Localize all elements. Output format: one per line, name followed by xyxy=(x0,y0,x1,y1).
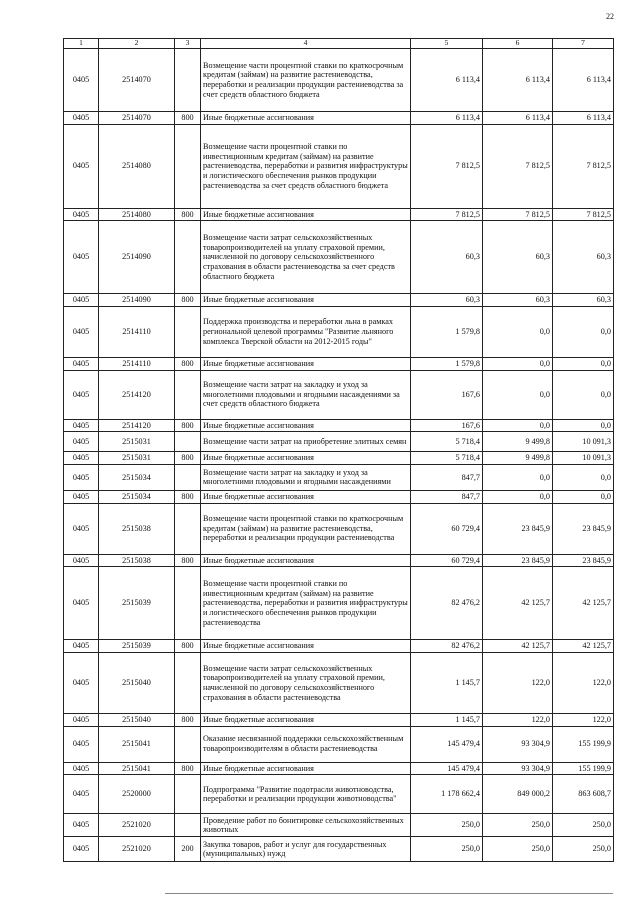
target-article-cell: 2514120 xyxy=(99,419,175,432)
section-code-cell: 0405 xyxy=(64,762,99,775)
amount-year1-cell: 1 579,8 xyxy=(411,357,483,370)
amount-year2-cell: 250,0 xyxy=(483,837,553,862)
amount-year1-cell: 7 812,5 xyxy=(411,208,483,221)
expense-type-cell xyxy=(175,370,201,419)
header-row xyxy=(64,39,614,49)
item-name-cell: Возмещение части процентной ставки по инвестиционным кредитам (займам) на развитие растениеводства, переработки и развития инфраструктуры и логистического обеспечения рынков продукции растениеводства за счет средств областного бюджета xyxy=(201,124,411,208)
amount-year1-cell: 60,3 xyxy=(411,294,483,307)
section-code-cell: 0405 xyxy=(64,294,99,307)
amount-year3-cell: 60,3 xyxy=(553,294,614,307)
item-name-cell: Закупка товаров, работ и услуг для государственных (муниципальных) нужд xyxy=(201,837,411,862)
amount-year3-cell: 6 113,4 xyxy=(553,111,614,124)
amount-year2-cell: 7 812,5 xyxy=(483,124,553,208)
expense-type-cell: 800 xyxy=(175,762,201,775)
section-code-cell: 0405 xyxy=(64,713,99,726)
target-article-cell: 2520000 xyxy=(99,775,175,814)
item-name-cell: Возмещение части затрат сельскохозяйственных товаропроизводителей на уплату страховой премии, начисленной по договору сельскохозяйственного страхования в области растениеводства за счет средств областного бюджета xyxy=(201,221,411,294)
amount-year2-cell: 23 845,9 xyxy=(483,554,553,567)
amount-year3-cell: 10 091,3 xyxy=(553,432,614,452)
amount-year1-cell: 250,0 xyxy=(411,814,483,837)
item-name-cell: Иные бюджетные ассигнования xyxy=(201,111,411,124)
amount-year1-cell: 167,6 xyxy=(411,419,483,432)
expense-type-cell xyxy=(175,814,201,837)
item-name-cell: Возмещение части затрат на приобретение элитных семян xyxy=(201,432,411,452)
table-row xyxy=(64,503,614,554)
expense-type-cell xyxy=(175,775,201,814)
item-name-cell: Оказание несвязанной поддержки сельскохозяйственным товаропроизводителям в области растениеводства xyxy=(201,726,411,762)
amount-year3-cell: 155 199,9 xyxy=(553,726,614,762)
amount-year2-cell: 42 125,7 xyxy=(483,567,553,640)
amount-year2-cell: 122,0 xyxy=(483,652,553,713)
amount-year2-cell: 6 113,4 xyxy=(483,48,553,111)
amount-year3-cell: 23 845,9 xyxy=(553,554,614,567)
section-code-cell: 0405 xyxy=(64,640,99,653)
amount-year2-cell: 122,0 xyxy=(483,713,553,726)
target-article-cell: 2521020 xyxy=(99,837,175,862)
section-code-cell: 0405 xyxy=(64,208,99,221)
table-row xyxy=(64,357,614,370)
amount-year3-cell: 122,0 xyxy=(553,652,614,713)
table-row xyxy=(64,726,614,762)
table-row xyxy=(64,452,614,465)
expense-type-cell: 800 xyxy=(175,490,201,503)
section-code-cell: 0405 xyxy=(64,503,99,554)
header-cell: 1 xyxy=(64,39,99,49)
table-row xyxy=(64,713,614,726)
item-name-cell: Возмещение части процентной ставки по краткосрочным кредитам (займам) на развитие растениеводства, переработки и реализации продукции растениеводства за счет средств областного бюджета xyxy=(201,48,411,111)
expense-type-cell xyxy=(175,48,201,111)
target-article-cell: 2514110 xyxy=(99,306,175,357)
page-bottom-rule xyxy=(165,893,613,894)
amount-year3-cell: 42 125,7 xyxy=(553,567,614,640)
item-name-cell: Иные бюджетные ассигнования xyxy=(201,419,411,432)
amount-year3-cell: 6 113,4 xyxy=(553,48,614,111)
section-code-cell: 0405 xyxy=(64,814,99,837)
amount-year3-cell: 7 812,5 xyxy=(553,208,614,221)
amount-year2-cell: 60,3 xyxy=(483,294,553,307)
target-article-cell: 2515034 xyxy=(99,464,175,490)
header-cell: 5 xyxy=(411,39,483,49)
amount-year2-cell: 0,0 xyxy=(483,490,553,503)
expense-type-cell: 200 xyxy=(175,837,201,862)
section-code-cell: 0405 xyxy=(64,567,99,640)
amount-year1-cell: 1 145,7 xyxy=(411,713,483,726)
amount-year2-cell: 0,0 xyxy=(483,464,553,490)
table-row xyxy=(64,432,614,452)
target-article-cell: 2515034 xyxy=(99,490,175,503)
table-row xyxy=(64,567,614,640)
target-article-cell: 2514080 xyxy=(99,208,175,221)
item-name-cell: Возмещение части процентной ставки по инвестиционным кредитам (займам) на развитие растениеводства, переработки и развития инфраструктуры и логистического обеспечения рынков продукции растениеводства xyxy=(201,567,411,640)
amount-year3-cell: 250,0 xyxy=(553,837,614,862)
table-row xyxy=(64,419,614,432)
target-article-cell: 2514090 xyxy=(99,221,175,294)
amount-year2-cell: 9 499,8 xyxy=(483,452,553,465)
expense-type-cell: 800 xyxy=(175,640,201,653)
expense-type-cell xyxy=(175,567,201,640)
expense-type-cell xyxy=(175,652,201,713)
item-name-cell: Возмещение части затрат сельскохозяйственных товаропроизводителей на уплату страховой премии, начисленной по договору сельскохозяйственного страхования в области растениеводства xyxy=(201,652,411,713)
amount-year1-cell: 7 812,5 xyxy=(411,124,483,208)
amount-year3-cell: 0,0 xyxy=(553,490,614,503)
amount-year2-cell: 23 845,9 xyxy=(483,503,553,554)
amount-year1-cell: 145 479,4 xyxy=(411,726,483,762)
item-name-cell: Иные бюджетные ассигнования xyxy=(201,452,411,465)
section-code-cell: 0405 xyxy=(64,221,99,294)
target-article-cell: 2515039 xyxy=(99,567,175,640)
table-row xyxy=(64,490,614,503)
target-article-cell: 2514070 xyxy=(99,48,175,111)
amount-year2-cell: 93 304,9 xyxy=(483,726,553,762)
header-cell: 6 xyxy=(483,39,553,49)
target-article-cell: 2515031 xyxy=(99,452,175,465)
item-name-cell: Иные бюджетные ассигнования xyxy=(201,208,411,221)
table-row xyxy=(64,814,614,837)
section-code-cell: 0405 xyxy=(64,726,99,762)
table-row xyxy=(64,464,614,490)
table-row xyxy=(64,124,614,208)
table-row xyxy=(64,48,614,111)
amount-year3-cell: 23 845,9 xyxy=(553,503,614,554)
amount-year1-cell: 1 178 662,4 xyxy=(411,775,483,814)
section-code-cell: 0405 xyxy=(64,652,99,713)
section-code-cell: 0405 xyxy=(64,370,99,419)
expense-type-cell: 800 xyxy=(175,452,201,465)
table-row xyxy=(64,775,614,814)
amount-year1-cell: 82 476,2 xyxy=(411,567,483,640)
table-row xyxy=(64,370,614,419)
amount-year1-cell: 6 113,4 xyxy=(411,111,483,124)
amount-year3-cell: 10 091,3 xyxy=(553,452,614,465)
expense-type-cell xyxy=(175,432,201,452)
amount-year3-cell: 42 125,7 xyxy=(553,640,614,653)
amount-year2-cell: 42 125,7 xyxy=(483,640,553,653)
amount-year3-cell: 7 812,5 xyxy=(553,124,614,208)
target-article-cell: 2515031 xyxy=(99,432,175,452)
page-number: 22 xyxy=(606,12,614,21)
amount-year3-cell: 863 608,7 xyxy=(553,775,614,814)
section-code-cell: 0405 xyxy=(64,124,99,208)
header-cell: 3 xyxy=(175,39,201,49)
expense-type-cell xyxy=(175,124,201,208)
item-name-cell: Подпрограмма "Развитие подотрасли животноводства, переработки и реализации продукции животноводства" xyxy=(201,775,411,814)
expense-type-cell xyxy=(175,464,201,490)
amount-year2-cell: 250,0 xyxy=(483,814,553,837)
section-code-cell: 0405 xyxy=(64,775,99,814)
table-row xyxy=(64,208,614,221)
section-code-cell: 0405 xyxy=(64,490,99,503)
amount-year1-cell: 847,7 xyxy=(411,490,483,503)
item-name-cell: Поддержка производства и переработки льна в рамках региональной целевой программы "Развитие льняного комплекса Тверской области на 2012-2015 годы" xyxy=(201,306,411,357)
expense-type-cell xyxy=(175,221,201,294)
amount-year1-cell: 82 476,2 xyxy=(411,640,483,653)
target-article-cell: 2515041 xyxy=(99,726,175,762)
header-cell: 4 xyxy=(201,39,411,49)
amount-year2-cell: 6 113,4 xyxy=(483,111,553,124)
target-article-cell: 2514110 xyxy=(99,357,175,370)
item-name-cell: Иные бюджетные ассигнования xyxy=(201,294,411,307)
section-code-cell: 0405 xyxy=(64,357,99,370)
item-name-cell: Возмещение части процентной ставки по краткосрочным кредитам (займам) на развитие растениеводства, переработки и реализации продукции растениеводства xyxy=(201,503,411,554)
amount-year3-cell: 0,0 xyxy=(553,357,614,370)
item-name-cell: Возмещение части затрат на закладку и уход за многолетними плодовыми и ягодными насаждениями xyxy=(201,464,411,490)
item-name-cell: Иные бюджетные ассигнования xyxy=(201,357,411,370)
amount-year2-cell: 849 000,2 xyxy=(483,775,553,814)
amount-year3-cell: 122,0 xyxy=(553,713,614,726)
table-row xyxy=(64,294,614,307)
amount-year1-cell: 60,3 xyxy=(411,221,483,294)
amount-year2-cell: 0,0 xyxy=(483,357,553,370)
amount-year1-cell: 60 729,4 xyxy=(411,503,483,554)
item-name-cell: Иные бюджетные ассигнования xyxy=(201,713,411,726)
section-code-cell: 0405 xyxy=(64,464,99,490)
item-name-cell: Иные бюджетные ассигнования xyxy=(201,640,411,653)
target-article-cell: 2515038 xyxy=(99,503,175,554)
amount-year3-cell: 0,0 xyxy=(553,306,614,357)
amount-year1-cell: 167,6 xyxy=(411,370,483,419)
table-row xyxy=(64,640,614,653)
amount-year1-cell: 5 718,4 xyxy=(411,452,483,465)
amount-year2-cell: 0,0 xyxy=(483,306,553,357)
section-code-cell: 0405 xyxy=(64,554,99,567)
amount-year1-cell: 1 145,7 xyxy=(411,652,483,713)
amount-year1-cell: 5 718,4 xyxy=(411,432,483,452)
item-name-cell: Иные бюджетные ассигнования xyxy=(201,554,411,567)
table-row xyxy=(64,111,614,124)
expense-type-cell: 800 xyxy=(175,111,201,124)
amount-year2-cell: 9 499,8 xyxy=(483,432,553,452)
expense-type-cell: 800 xyxy=(175,294,201,307)
section-code-cell: 0405 xyxy=(64,419,99,432)
target-article-cell: 2514090 xyxy=(99,294,175,307)
item-name-cell: Иные бюджетные ассигнования xyxy=(201,762,411,775)
header-cell: 2 xyxy=(99,39,175,49)
section-code-cell: 0405 xyxy=(64,432,99,452)
amount-year3-cell: 0,0 xyxy=(553,419,614,432)
amount-year3-cell: 155 199,9 xyxy=(553,762,614,775)
section-code-cell: 0405 xyxy=(64,837,99,862)
target-article-cell: 2515038 xyxy=(99,554,175,567)
amount-year3-cell: 0,0 xyxy=(553,370,614,419)
expense-type-cell xyxy=(175,503,201,554)
target-article-cell: 2515040 xyxy=(99,713,175,726)
amount-year3-cell: 250,0 xyxy=(553,814,614,837)
header-cell: 7 xyxy=(553,39,614,49)
amount-year2-cell: 60,3 xyxy=(483,221,553,294)
amount-year1-cell: 250,0 xyxy=(411,837,483,862)
section-code-cell: 0405 xyxy=(64,111,99,124)
amount-year2-cell: 0,0 xyxy=(483,419,553,432)
target-article-cell: 2515040 xyxy=(99,652,175,713)
section-code-cell: 0405 xyxy=(64,452,99,465)
target-article-cell: 2515039 xyxy=(99,640,175,653)
item-name-cell: Проведение работ по бонитировке сельскохозяйственных животных xyxy=(201,814,411,837)
target-article-cell: 2514120 xyxy=(99,370,175,419)
target-article-cell: 2514070 xyxy=(99,111,175,124)
target-article-cell: 2515041 xyxy=(99,762,175,775)
expense-type-cell: 800 xyxy=(175,419,201,432)
amount-year3-cell: 0,0 xyxy=(553,464,614,490)
item-name-cell: Иные бюджетные ассигнования xyxy=(201,490,411,503)
table-row xyxy=(64,554,614,567)
amount-year1-cell: 60 729,4 xyxy=(411,554,483,567)
table-body xyxy=(64,39,614,862)
expense-type-cell xyxy=(175,306,201,357)
amount-year1-cell: 6 113,4 xyxy=(411,48,483,111)
table-row xyxy=(64,837,614,862)
expense-type-cell: 800 xyxy=(175,554,201,567)
amount-year2-cell: 0,0 xyxy=(483,370,553,419)
expense-type-cell: 800 xyxy=(175,208,201,221)
amount-year3-cell: 60,3 xyxy=(553,221,614,294)
target-article-cell: 2514080 xyxy=(99,124,175,208)
expense-type-cell: 800 xyxy=(175,357,201,370)
table-row xyxy=(64,652,614,713)
section-code-cell: 0405 xyxy=(64,306,99,357)
table-row xyxy=(64,306,614,357)
target-article-cell: 2521020 xyxy=(99,814,175,837)
amount-year2-cell: 7 812,5 xyxy=(483,208,553,221)
item-name-cell: Возмещение части затрат на закладку и уход за многолетними плодовыми и ягодными насаждениями за счет средств областного бюджета xyxy=(201,370,411,419)
expense-type-cell: 800 xyxy=(175,713,201,726)
expense-type-cell xyxy=(175,726,201,762)
amount-year1-cell: 847,7 xyxy=(411,464,483,490)
budget-table xyxy=(63,38,614,862)
section-code-cell: 0405 xyxy=(64,48,99,111)
table-row xyxy=(64,221,614,294)
amount-year1-cell: 145 479,4 xyxy=(411,762,483,775)
amount-year2-cell: 93 304,9 xyxy=(483,762,553,775)
table-row xyxy=(64,762,614,775)
amount-year1-cell: 1 579,8 xyxy=(411,306,483,357)
